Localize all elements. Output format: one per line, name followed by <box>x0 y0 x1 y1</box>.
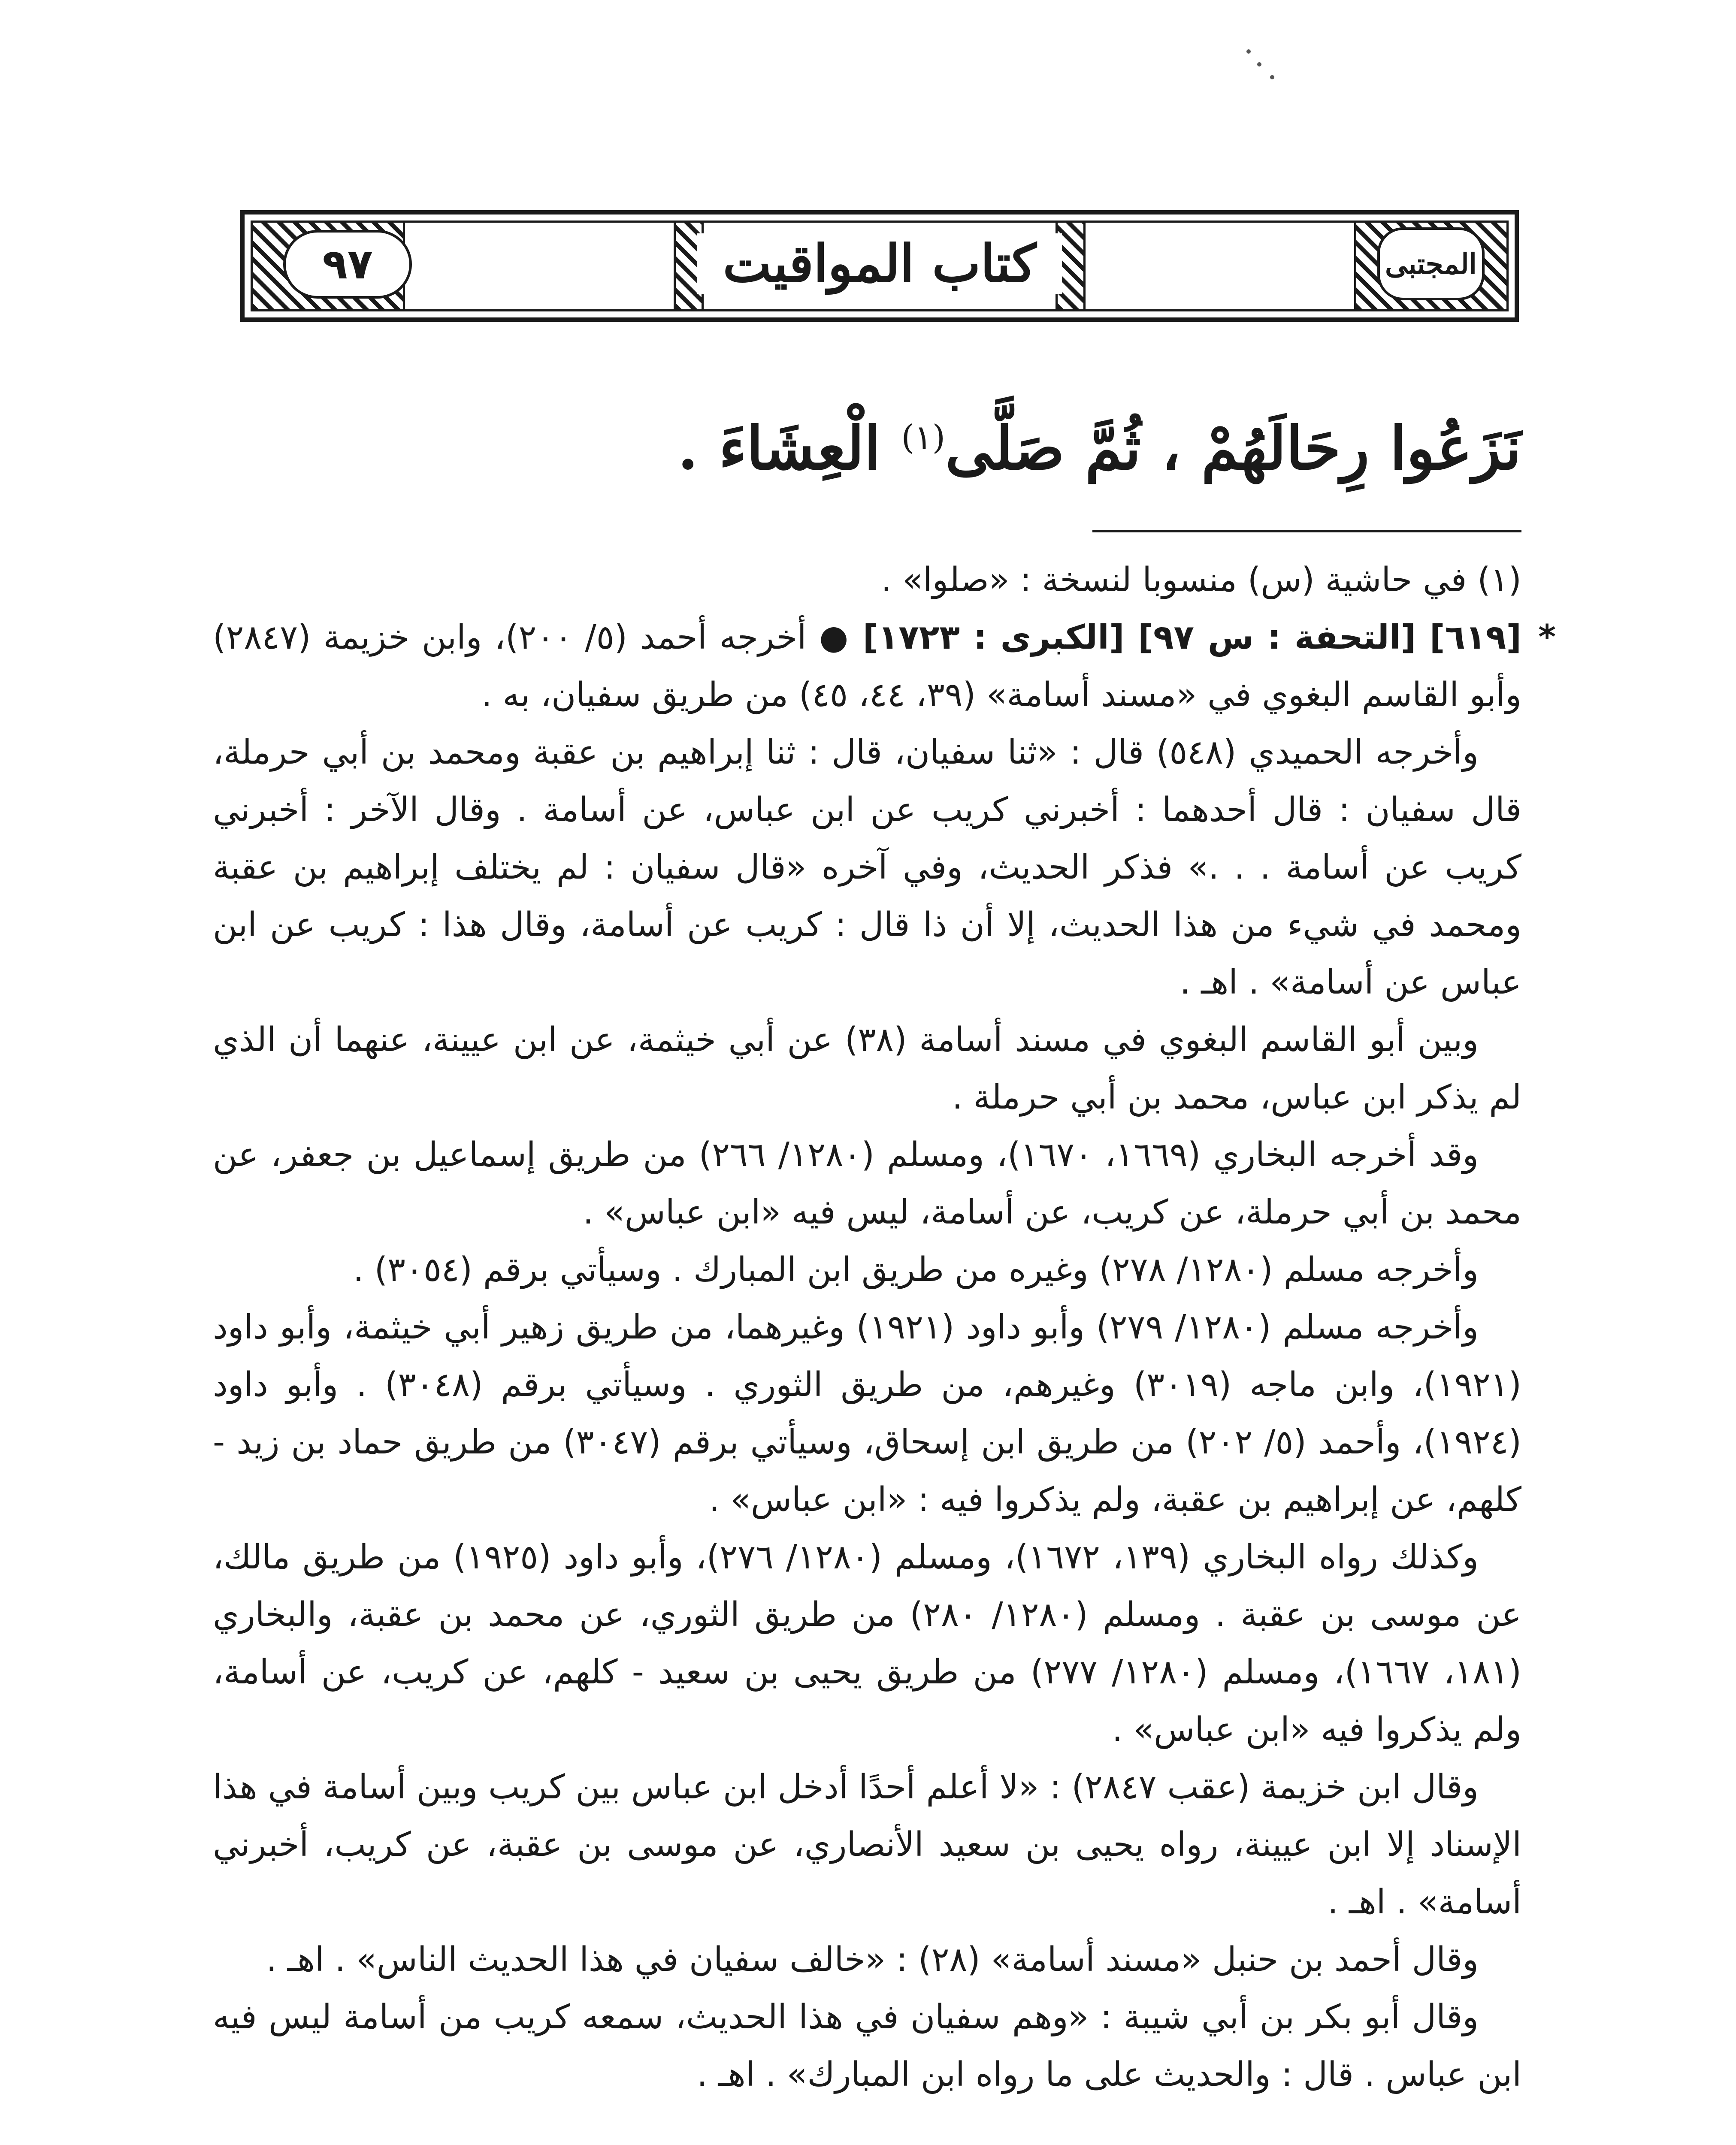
note-paragraph: وبين أبو القاسم البغوي في مسند أسامة (٣٨) عن أبي خيثمة، عن ابن عيينة، عنهما أن الذي لم يذكر ابن عباس، محمد بن أبي حرملة . <box>213 1021 1521 1117</box>
footnotes-section <box>213 551 1556 2103</box>
page-header <box>240 210 1519 322</box>
chapter-title-text: كتاب المواقيت <box>697 233 1062 294</box>
page-number: ٩٧ <box>283 230 412 299</box>
bullet-icon: ● <box>819 618 850 657</box>
hadith-text-part2: الْعِشَاءَ . <box>677 413 881 483</box>
footnote-marker: (١) <box>901 418 946 457</box>
note-paragraph: وقال أحمد بن حنبل «مسند أسامة» (٢٨) : «خالف سفيان في هذا الحديث الناس» . اهـ . <box>266 1940 1479 1979</box>
star-marker: * <box>1538 618 1556 657</box>
note-paragraph: وأخرجه مسلم (١٢٨٠/ ٢٧٨) وغيره من طريق ابن المبارك . وسيأتي برقم (٣٠٥٤) . <box>353 1251 1479 1289</box>
footnote-1: (١) في حاشية (س) منسوبا لنسخة : «صلوا» . <box>881 561 1521 599</box>
scan-speck <box>1246 49 1251 54</box>
note-paragraph: وقد أخرجه البخاري (١٦٦٩، ١٦٧٠)، ومسلم (١٢٨٠/ ٢٦٦) من طريق إسماعيل بن جعفر، عن محمد بن أبي حرملة، عن كريب، عن أسامة، ليس فيه «ابن عباس» . <box>213 1136 1521 1232</box>
scan-speck <box>1257 62 1261 66</box>
scan-speck <box>1270 75 1274 79</box>
takhrij-text: أخرجه أحمد (٥/ ٢٠٠)، وابن خزيمة (٢٨٤٧) وأبو القاسم البغوي في «مسند أسامة» (٣٩، ٤٤، ٤٥) من طريق سفيان، به . <box>213 618 1521 714</box>
book-logo: المجتبى <box>1377 227 1485 300</box>
chapter-title <box>245 232 1515 296</box>
footnote-divider <box>1092 530 1521 532</box>
takhrij-header <box>213 609 1556 724</box>
takhrij-reference: [٦١٩] [التحفة : س ٩٧] [الكبرى : ١٧٢٣] <box>862 618 1521 657</box>
note-paragraph: وكذلك رواه البخاري (١٣٩، ١٦٧٢)، ومسلم (١٢٨٠/ ٢٧٦)، وأبو داود (١٩٢٥) من طريق مالك، عن موسى بن عقبة . ومسلم (١٢٨٠/ ٢٨٠) من طريق الثوري، عن محمد بن عقبة، والبخاري (١٨١، ١٦٦٧)، ومسلم (١٢٨٠/ ٢٧٧) من طريق يحيى بن سعيد - كلهم، عن كريب، عن أسامة، ولم يذكروا فيه «ابن عباس» . <box>213 1538 1522 1749</box>
note-paragraph: وقال أبو بكر بن أبي شيبة : «وهم سفيان في هذا الحديث، سمعه كريب من أسامة ليس فيه ابن عباس . قال : والحديث على ما رواه ابن المبارك» . اهـ . <box>213 1998 1521 2094</box>
note-paragraph: وأخرجه مسلم (١٢٨٠/ ٢٧٩) وأبو داود (١٩٢١) وغيرهما، من طريق زهير أبي خيثمة، وأبو داود (١٩٢١)، وابن ماجه (٣٠١٩) وغيرهم، من طريق الثوري . وسيأتي برقم (٣٠٤٨) . وأبو داود (١٩٢٤)، وأحمد (٥/ ٢٠٢) من طريق ابن إسحاق، وسيأتي برقم (٣٠٤٧) من طريق حماد بن زيد - كلهم، عن إبراهيم بن عقبة، ولم يذكروا فيه : «ابن عباس» . <box>213 1308 1521 1519</box>
hadith-text <box>213 395 1521 491</box>
note-paragraph: وقال ابن خزيمة (عقب ٢٨٤٧) : «لا أعلم أحدًا أدخل ابن عباس بين كريب وبين أسامة في هذا الإسناد إلا ابن عيينة، رواه يحيى بن سعيد الأنصاري، عن موسى بن عقبة، عن كريب، أخبرني أسامة» . اهـ . <box>213 1768 1521 1921</box>
note-paragraph: وأخرجه الحميدي (٥٤٨) قال : «ثنا سفيان، قال : ثنا إبراهيم بن عقبة ومحمد بن أبي حرملة، قال سفيان : قال أحدهما : أخبرني كريب عن ابن عباس، عن أسامة . وقال الآخر : أخبرني كريب عن أسامة . . .» فذكر الحديث، وفي آخره «قال سفيان : لم يختلف إبراهيم بن عقبة ومحمد في شيء من هذا الحديث، إلا أن ذا قال : كريب عن أسامة، وقال هذا : كريب عن ابن عباس عن أسامة» . اهـ . <box>213 733 1521 1002</box>
hadith-text-part1: نَزَعُوا رِحَالَهُمْ ، ثُمَّ صَلَّى <box>945 413 1521 483</box>
